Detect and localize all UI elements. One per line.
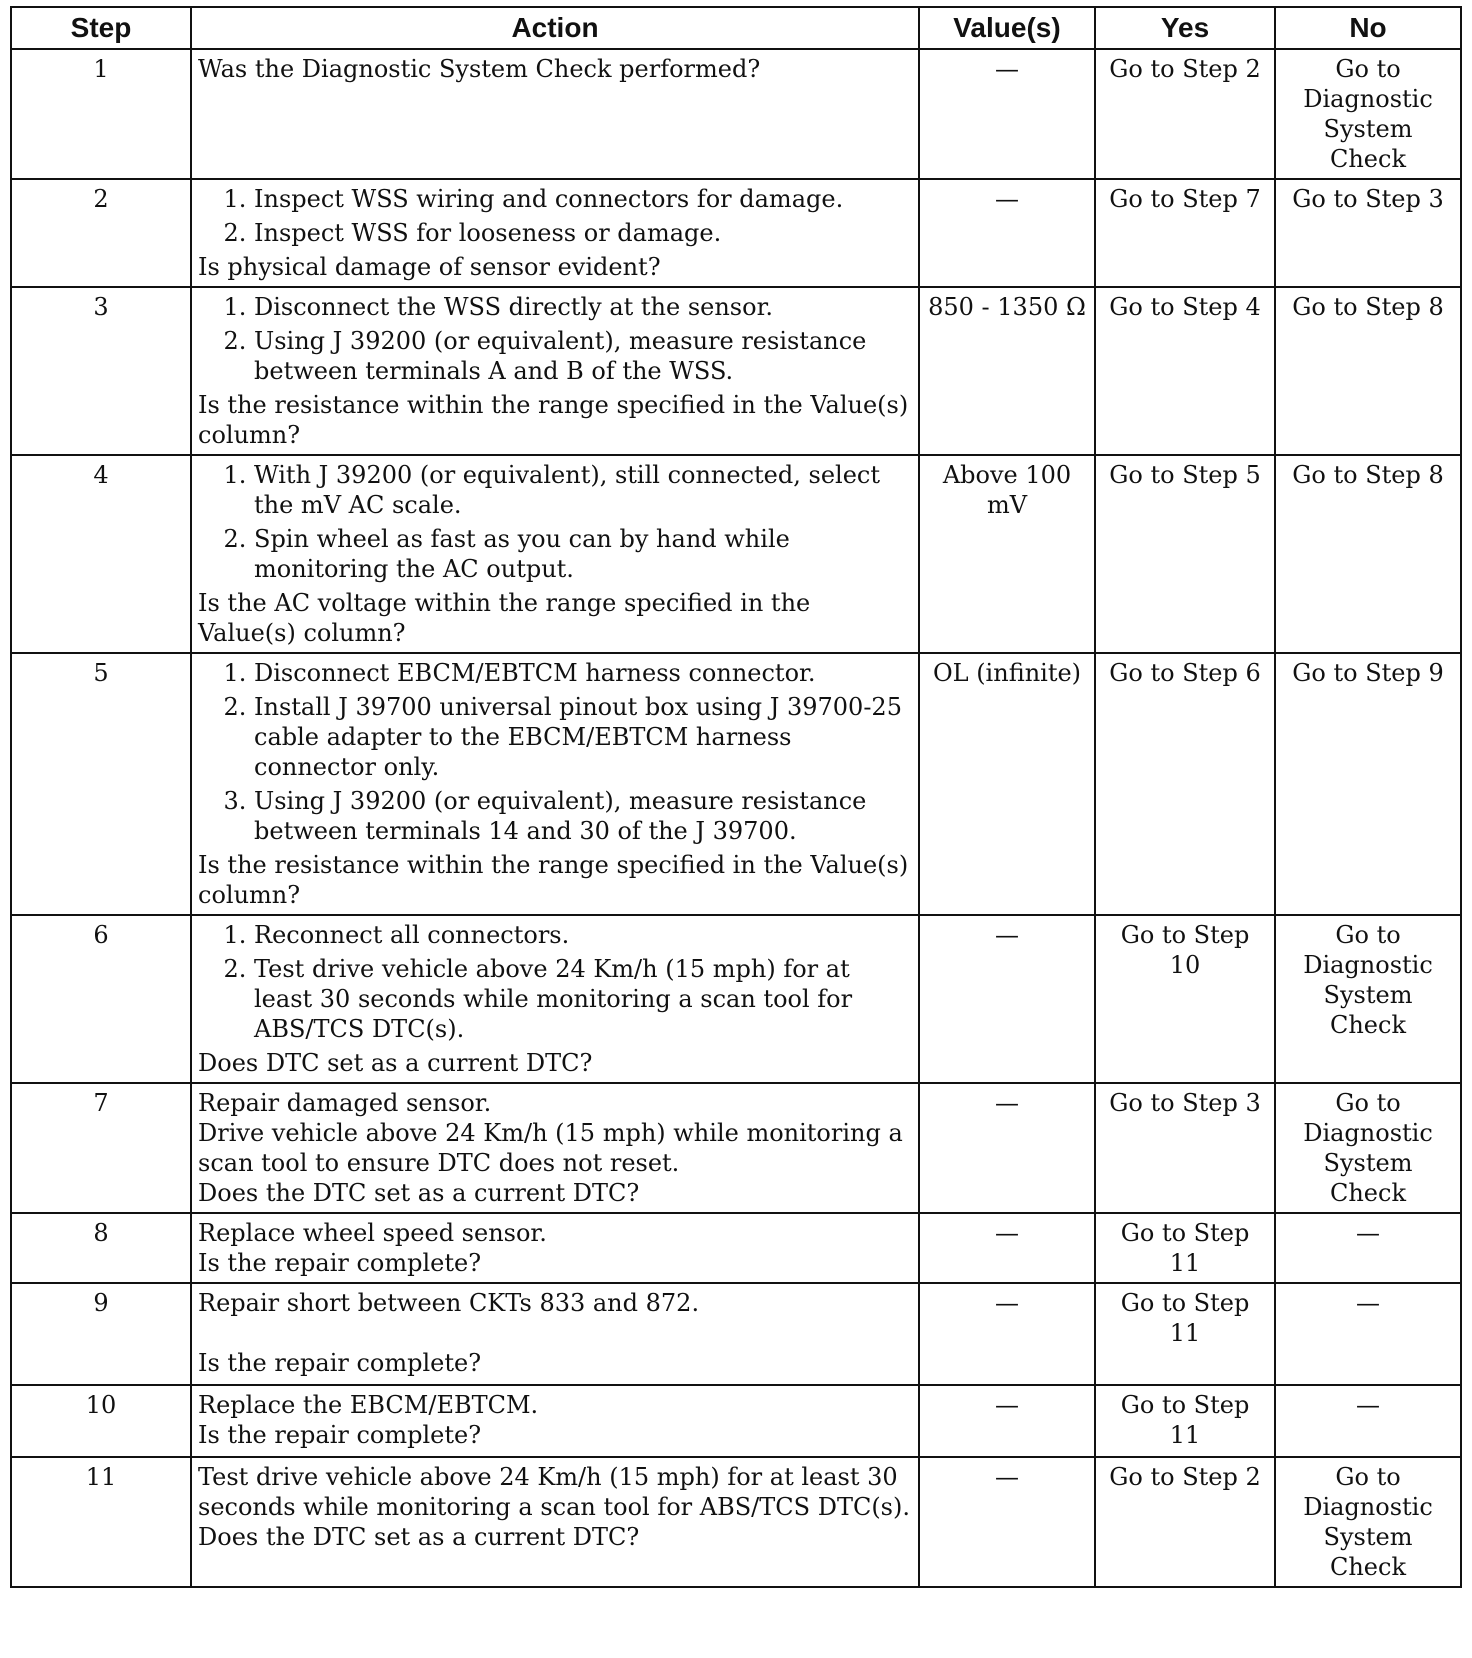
action-question: Is the AC voltage within the range specified in the Value(s) column? (198, 589, 811, 647)
table-row (11, 287, 1461, 455)
action-line: Does the DTC set as a current DTC? (198, 1523, 640, 1551)
no-cell: Go to Step 8 (1275, 287, 1461, 455)
action-steps (198, 184, 912, 248)
step-number: 4 (11, 455, 191, 653)
table-row (11, 915, 1461, 1083)
action-step: 1. With J 39200 (or equivalent), still connected, select the mV AC scale. (254, 460, 912, 520)
step-number: 9 (11, 1283, 191, 1385)
header-step: Step (11, 7, 191, 49)
value-cell: — (919, 1213, 1095, 1283)
yes-cell: Go to Step 3 (1095, 1083, 1275, 1213)
action-step: 2. Using J 39200 (or equivalent), measure resistance between terminals A and B of the WSS. (254, 326, 912, 386)
value-cell: — (919, 49, 1095, 179)
yes-cell: Go to Step 11 (1095, 1385, 1275, 1457)
yes-cell: Go to Step 5 (1095, 455, 1275, 653)
table-row (11, 1283, 1461, 1385)
action-step: 1. Disconnect the WSS directly at the sensor. (254, 292, 912, 322)
yes-cell: Go to Step 11 (1095, 1213, 1275, 1283)
value-cell: — (919, 1457, 1095, 1587)
action-question: Is the resistance within the range specified in the Value(s) column? (198, 391, 909, 449)
no-cell: — (1275, 1213, 1461, 1283)
action-line: Drive vehicle above 24 Km/h (15 mph) while monitoring a scan tool to ensure DTC does not reset. (198, 1119, 903, 1177)
step-number: 5 (11, 653, 191, 915)
step-number: 2 (11, 179, 191, 287)
header-action: Action (191, 7, 919, 49)
no-cell: — (1275, 1283, 1461, 1385)
yes-cell: Go to Step 4 (1095, 287, 1275, 455)
no-cell: Go to Step 8 (1275, 455, 1461, 653)
action-cell (191, 1385, 919, 1457)
action-step: 1. Disconnect EBCM/EBTCM harness connector. (254, 658, 912, 688)
no-cell: Go to Step 9 (1275, 653, 1461, 915)
yes-cell: Go to Step 2 (1095, 49, 1275, 179)
no-cell: — (1275, 1385, 1461, 1457)
action-cell (191, 1283, 919, 1385)
yes-cell: Go to Step 2 (1095, 1457, 1275, 1587)
action-text: Was the Diagnostic System Check performed? (198, 55, 761, 83)
action-line: Is the repair complete? (198, 1421, 482, 1449)
table-row (11, 1083, 1461, 1213)
table-row (11, 1213, 1461, 1283)
action-cell (191, 179, 919, 287)
value-cell: — (919, 179, 1095, 287)
step-number: 11 (11, 1457, 191, 1587)
action-cell (191, 915, 919, 1083)
step-number: 1 (11, 49, 191, 179)
no-cell: Go to Step 3 (1275, 179, 1461, 287)
table-row (11, 49, 1461, 179)
no-cell: Go to Diagnostic System Check (1275, 915, 1461, 1083)
action-line: Replace the EBCM/EBTCM. (198, 1391, 539, 1419)
step-number: 10 (11, 1385, 191, 1457)
action-cell (191, 1213, 919, 1283)
header-row (11, 7, 1461, 49)
yes-cell: Go to Step 7 (1095, 179, 1275, 287)
action-cell (191, 653, 919, 915)
action-steps (198, 460, 912, 584)
action-steps (198, 292, 912, 386)
table-row (11, 179, 1461, 287)
step-number: 8 (11, 1213, 191, 1283)
table-row (11, 455, 1461, 653)
yes-cell: Go to Step 11 (1095, 1283, 1275, 1385)
diagnostic-table (10, 6, 1462, 1588)
value-cell: — (919, 915, 1095, 1083)
action-line: Repair short between CKTs 833 and 872. (198, 1289, 700, 1317)
action-line: Does the DTC set as a current DTC? (198, 1179, 640, 1207)
action-question: Does DTC set as a current DTC? (198, 1049, 593, 1077)
step-number: 6 (11, 915, 191, 1083)
step-number: 7 (11, 1083, 191, 1213)
action-step: 2. Inspect WSS for looseness or damage. (254, 218, 912, 248)
action-line-blank (198, 1318, 912, 1348)
action-question: Is the resistance within the range specified in the Value(s) column? (198, 851, 909, 909)
action-steps (198, 920, 912, 1044)
value-cell: — (919, 1083, 1095, 1213)
action-step: 2. Spin wheel as fast as you can by hand while monitoring the AC output. (254, 524, 912, 584)
action-line: Repair damaged sensor. (198, 1089, 492, 1117)
no-cell: Go to Diagnostic System Check (1275, 1457, 1461, 1587)
no-cell: Go to Diagnostic System Check (1275, 49, 1461, 179)
table-row (11, 1457, 1461, 1587)
action-step: 3. Using J 39200 (or equivalent), measure resistance between terminals 14 and 30 of the J 39700. (254, 786, 912, 846)
action-cell (191, 287, 919, 455)
step-number: 3 (11, 287, 191, 455)
table-row (11, 653, 1461, 915)
value-cell: Above 100 mV (919, 455, 1095, 653)
value-cell: — (919, 1385, 1095, 1457)
value-cell: — (919, 1283, 1095, 1385)
yes-cell: Go to Step 6 (1095, 653, 1275, 915)
action-cell (191, 49, 919, 179)
action-line: Replace wheel speed sensor. (198, 1219, 547, 1247)
value-cell: 850 - 1350 Ω (919, 287, 1095, 455)
action-line: Is the repair complete? (198, 1249, 482, 1277)
action-cell (191, 1083, 919, 1213)
header-values: Value(s) (919, 7, 1095, 49)
yes-cell: Go to Step 10 (1095, 915, 1275, 1083)
value-cell: OL (infinite) (919, 653, 1095, 915)
action-steps (198, 658, 912, 846)
action-cell (191, 1457, 919, 1587)
table-row (11, 1385, 1461, 1457)
action-question: Is physical damage of sensor evident? (198, 253, 661, 281)
action-cell (191, 455, 919, 653)
action-line: Test drive vehicle above 24 Km/h (15 mph) for at least 30 seconds while monitoring a scan tool for ABS/TCS DTC(s). (198, 1463, 910, 1521)
action-step: 2. Test drive vehicle above 24 Km/h (15 mph) for at least 30 seconds while monitoring a scan tool for ABS/TCS DTC(s). (254, 954, 912, 1044)
no-cell: Go to Diagnostic System Check (1275, 1083, 1461, 1213)
header-no: No (1275, 7, 1461, 49)
action-step: 1. Reconnect all connectors. (254, 920, 912, 950)
action-step: 1. Inspect WSS wiring and connectors for damage. (254, 184, 912, 214)
action-line: Is the repair complete? (198, 1349, 482, 1377)
header-yes: Yes (1095, 7, 1275, 49)
action-step: 2. Install J 39700 universal pinout box using J 39700-25 cable adapter to the EBCM/EBTCM harness connector only. (254, 692, 912, 782)
